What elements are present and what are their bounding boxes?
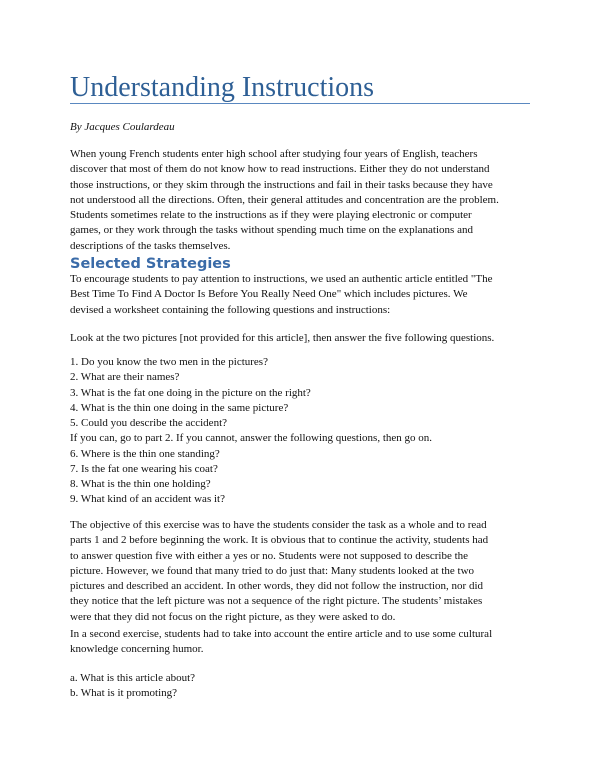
second-exercise-line: knowledge concerning humor. [70,643,204,656]
question-item: 7. Is the fat one wearing his coat? [70,462,218,475]
look-instruction [70,331,494,346]
objective-line: pictures and described an accident. In other words, they did not follow the instruction, nor did [70,580,484,592]
intro-line: not understood all the directions. Often, their general attitudes and concentration are the problem. [70,193,499,206]
question-list [70,355,432,508]
intro-paragraph [70,147,499,254]
objective-line: parts 1 and 2 before beginning the work. It is obvious that to continue the activity, students had [70,534,489,547]
strategy-line: devised a worksheet containing the following questions and instructions: [70,303,391,316]
question-item: 9. What kind of an accident was it? [70,493,225,506]
intro-line: discover that most of them do not know how to read instructions. Either they do not understand [70,163,490,176]
question-item: 8. What is the thin one holding? [70,478,211,490]
objective-paragraph [70,518,488,625]
intro-line: Students sometimes relate to the instructions as if they were playing electronic or computer [70,209,472,221]
second-question-item: b. What is it promoting? [70,687,178,700]
objective-line: were that they did not focus on the right picture, as they were asked to do. [70,610,396,623]
intro-line: descriptions of the tasks themselves. [70,239,231,252]
intro-line: When young French students enter high school after studying four years of English, teachers [70,148,478,160]
question-item: 4. What is the thin one doing in the same picture? [70,401,289,414]
byline: By Jacques Coulardeau [70,121,175,133]
section-heading: Selected Strategies [70,256,231,272]
objective-line: they notice that the left picture was not a sequence of the right picture. The students’ mistakes [70,595,483,608]
title-underline [70,103,530,104]
second-exercise-line: In a second exercise, students had to take into account the entire article and to use some cultural [70,628,493,640]
question-item: 2. What are their names? [70,371,180,384]
question-item: 1. Do you know the two men in the pictures? [70,356,268,368]
strategy-line: To encourage students to pay attention to instructions, we used an authentic article entitled "The [70,273,493,285]
question-item: 6. Where is the thin one standing? [70,447,220,460]
objective-line: picture. However, we found that many tried to do just that: Many students looked at the two [70,564,475,577]
document-title: Understanding Instructions [70,72,375,103]
intro-line: games, or they work through the tasks without spending much time on the explanations and [70,224,473,237]
question-item: If you can, go to part 2. If you cannot, answer the following questions, then go on. [70,432,433,445]
second-exercise-paragraph [70,627,492,658]
look-line: Look at the two pictures [not provided for this article], then answer the five following questions. [70,332,495,344]
second-question-item: a. What is this article about? [70,672,196,684]
second-question-list [70,671,195,702]
question-item: 5. Could you describe the accident? [70,417,228,429]
strategy-line: Best Time To Find A Doctor Is Before You Really Need One" which includes pictures. We [70,288,468,301]
intro-line: those instructions, or they skim through the instructions and fail in their tasks because they have [70,178,493,191]
objective-line: to answer question five with either a yes or no. Students were not supposed to describe the [70,549,469,562]
question-item: 3. What is the fat one doing in the picture on the right? [70,386,311,399]
objective-line: The objective of this exercise was to have the students consider the task as a whole and to read [70,519,487,531]
strategy-paragraph [70,272,493,318]
